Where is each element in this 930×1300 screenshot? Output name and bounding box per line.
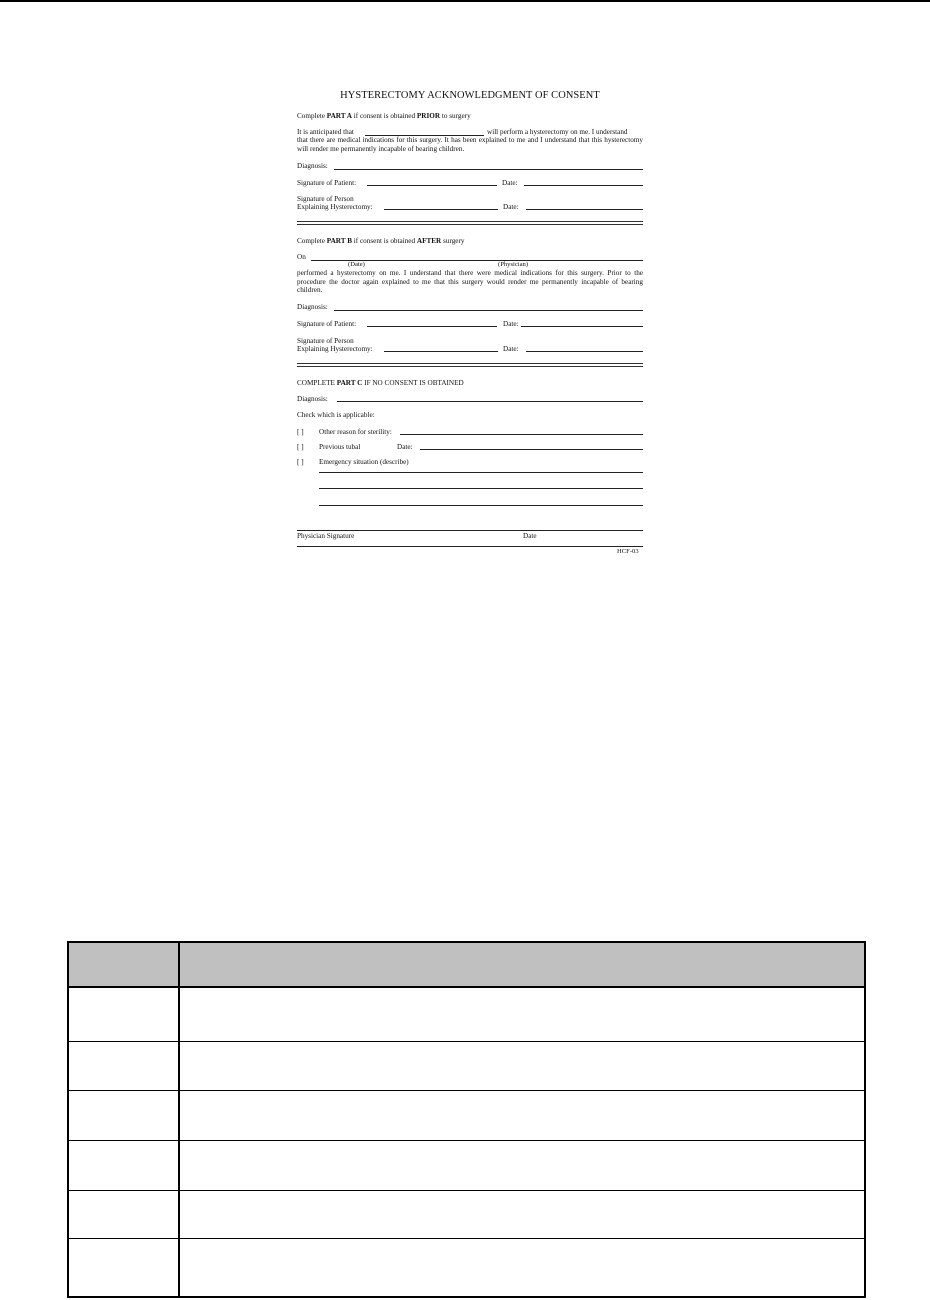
part-c-diagnosis-field[interactable] — [337, 401, 643, 402]
part-a-statement: that there are medical indications for this surgery. It has been explained to me and I understand that this hysterectomy will render me permanently incapable of bearing children. — [297, 136, 643, 153]
part-b-statement: performed a hysterectomy on me. I understand that there were medical indications for this surgery. Prior to the procedure the doctor again explained to me that this surgery would render me permanently incapable of bearing children. — [297, 269, 643, 295]
table-row — [68, 1042, 865, 1091]
part-a-person-label-2: Explaining Hysterectomy: — [297, 203, 373, 211]
part-a-anticipated-label: It is anticipated that — [297, 128, 354, 136]
table-cell — [179, 987, 865, 1041]
part-a-anticipated-post: will perform a hysterectomy on me. I understand — [487, 128, 628, 136]
part-c-intro: COMPLETE PART C IF NO CONSENT IS OBTAINED — [297, 379, 464, 387]
emergency-description-line-1[interactable] — [319, 472, 643, 473]
table-cell — [68, 1239, 179, 1297]
form-title: HYSTERECTOMY ACKNOWLEDGMENT OF CONSENT — [340, 90, 600, 101]
part-a-patient-signature-label: Signature of Patient: — [297, 179, 357, 187]
section-divider — [297, 221, 643, 225]
top-rule — [0, 0, 930, 2]
part-b-physician-caption: (Physician) — [498, 261, 529, 268]
table-cell — [179, 1091, 865, 1140]
part-b-person-signature-field[interactable] — [384, 351, 498, 352]
part-a-person-signature-field[interactable] — [384, 209, 498, 210]
table-row — [68, 1239, 865, 1297]
part-b-intro: Complete PART B if consent is obtained AFTER surgery — [297, 237, 465, 245]
table-row — [68, 987, 865, 1041]
table-cell — [179, 1190, 865, 1238]
table-cell — [68, 1091, 179, 1140]
table-row — [68, 1140, 865, 1190]
part-b-date-caption: (Date) — [348, 261, 365, 268]
table-cell — [68, 987, 179, 1041]
previous-tubal-date-field[interactable] — [420, 449, 643, 450]
part-a-person-date-field[interactable] — [526, 209, 643, 210]
other-reason-field[interactable] — [400, 434, 643, 435]
option-emergency-label: Emergency situation (describe) — [319, 458, 409, 466]
form-code: HCF-03 — [617, 548, 639, 555]
part-a-person-date-label: Date: — [503, 203, 519, 211]
table-header-cell — [68, 942, 179, 987]
table-header-cell — [179, 942, 865, 987]
blank-table — [67, 941, 866, 1298]
part-a-date-label: Date: — [502, 179, 518, 187]
part-a-intro: Complete PART A if consent is obtained PRIOR to surgery — [297, 112, 471, 120]
table-cell — [68, 1140, 179, 1190]
part-b-patient-signature-field[interactable] — [367, 326, 497, 327]
emergency-description-line-2[interactable] — [319, 488, 643, 489]
part-b-date-label: Date: — [503, 320, 519, 328]
table-cell — [179, 1042, 865, 1091]
form-bottom-rule — [297, 546, 643, 547]
part-b-diagnosis-label: Diagnosis: — [297, 303, 328, 311]
part-c-diagnosis-label: Diagnosis: — [297, 395, 328, 403]
part-a-person-label-1: Signature of Person — [297, 195, 354, 203]
checkbox-previous-tubal[interactable]: [ ] — [297, 443, 304, 451]
option-previous-tubal-label: Previous tubal — [319, 443, 361, 451]
table-cell — [68, 1190, 179, 1238]
part-a-date-field[interactable] — [524, 185, 643, 186]
table-cell — [68, 1042, 179, 1091]
part-b-patient-signature-label: Signature of Patient: — [297, 320, 357, 328]
part-a-diagnosis-label: Diagnosis: — [297, 162, 328, 170]
table-row — [68, 1190, 865, 1238]
previous-tubal-date-label: Date: — [397, 443, 413, 451]
option-other-reason-label: Other reason for sterility: — [319, 428, 392, 436]
part-b-person-label-2: Explaining Hysterectomy: — [297, 345, 373, 353]
part-a-diagnosis-field[interactable] — [334, 169, 643, 170]
physician-date-label: Date — [523, 532, 537, 540]
part-b-date-field[interactable] — [521, 326, 643, 327]
part-b-person-date-field[interactable] — [526, 351, 643, 352]
emergency-description-line-3[interactable] — [319, 505, 643, 506]
table-cell — [179, 1239, 865, 1297]
table-cell — [179, 1140, 865, 1190]
checkbox-other-reason[interactable]: [ ] — [297, 428, 304, 436]
part-c-check-label: Check which is applicable: — [297, 411, 375, 419]
physician-signature-field[interactable] — [297, 530, 643, 531]
table-header-row — [68, 942, 865, 987]
checkbox-emergency[interactable]: [ ] — [297, 458, 304, 466]
part-b-person-label-1: Signature of Person — [297, 337, 354, 345]
part-b-person-date-label: Date: — [503, 345, 519, 353]
part-a-patient-signature-field[interactable] — [367, 185, 497, 186]
part-b-on-label: On — [297, 253, 306, 261]
table-row — [68, 1091, 865, 1140]
section-divider — [297, 363, 643, 367]
part-b-diagnosis-field[interactable] — [334, 310, 643, 311]
physician-signature-label: Physician Signature — [297, 532, 355, 540]
